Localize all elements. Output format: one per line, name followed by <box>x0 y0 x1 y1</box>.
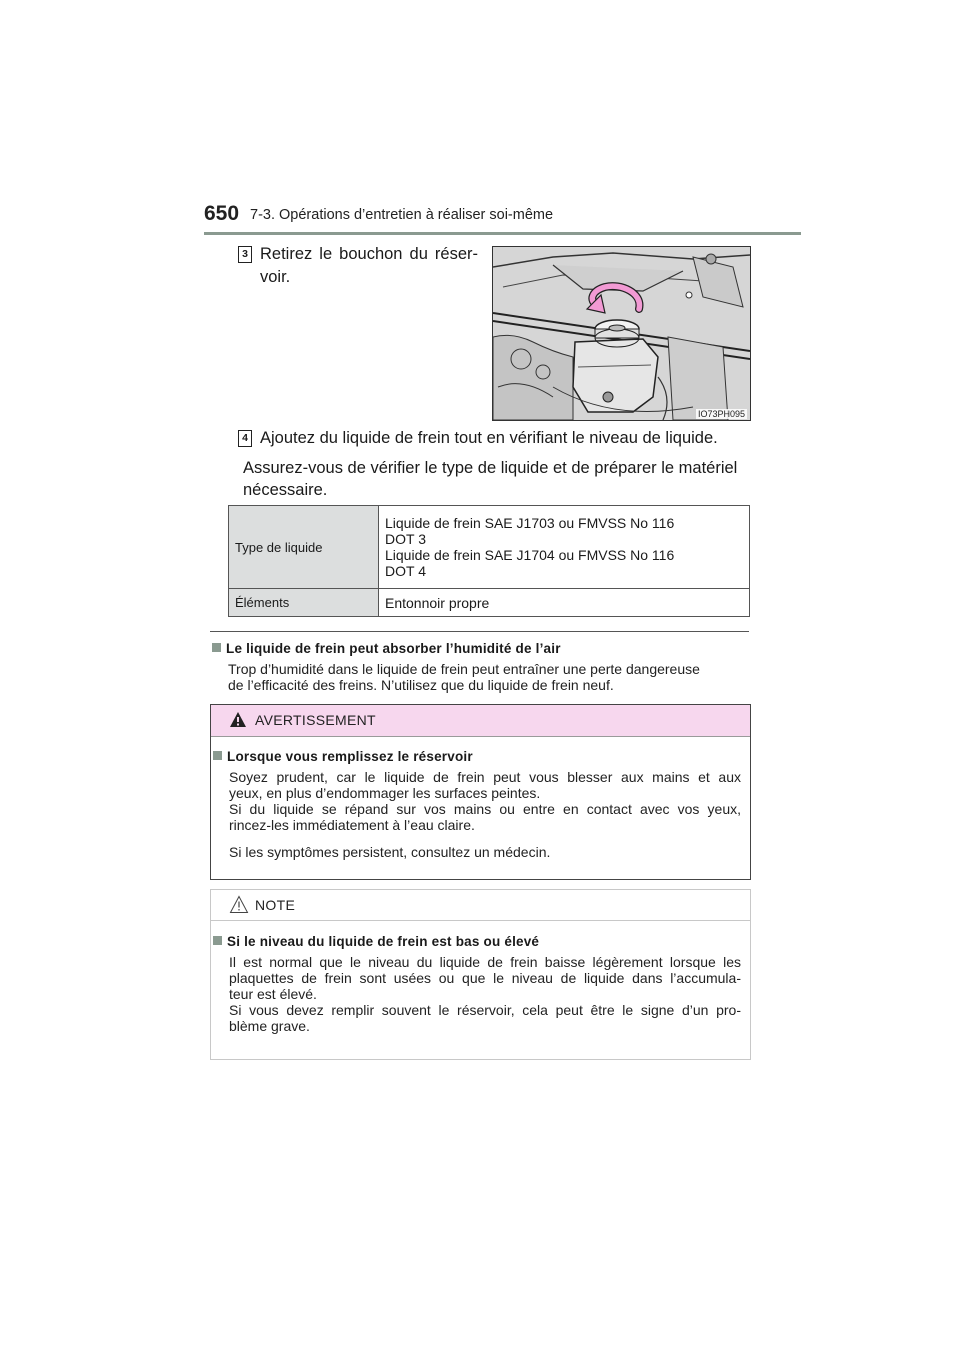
fluid-type-line1: Liquide de frein SAE J1703 ou FMVSS No 116 <box>385 515 675 531</box>
step-4-text: Ajoutez du liquide de frein tout en vérifiant le niveau de liquide. <box>260 429 718 447</box>
table-value-fluid-type <box>379 506 750 589</box>
info-line2: de l’efficacité des freins. N’utilisez que du liquide de frein neuf. <box>228 677 614 693</box>
table-key-items: Éléments <box>229 589 379 617</box>
note-line3: teur est élevé. <box>229 986 317 1002</box>
warning-p1-line2: yeux, en plus d’endommager les surfaces peintes. <box>229 785 541 801</box>
warning-triangle-icon <box>229 711 247 728</box>
warning-p2: Si les symptômes persistent, consultez un médecin. <box>229 844 551 860</box>
square-bullet-icon <box>212 643 221 652</box>
warning-p1-line4: rincez-les immédiatement à l’eau claire. <box>229 817 475 833</box>
step-4-badge: 4 <box>238 430 252 447</box>
square-bullet-icon <box>213 751 222 760</box>
info-line1: Trop d’humidité dans le liquide de frein peut entraîner une perte dangereuse <box>228 661 700 677</box>
warning-heading-text: Lorsque vous remplissez le réservoir <box>227 749 473 764</box>
fluid-type-line4: DOT 4 <box>385 563 426 579</box>
section-divider <box>210 631 749 632</box>
page-number: 650 <box>204 202 240 225</box>
warning-header <box>211 705 750 737</box>
note-box <box>210 889 751 1060</box>
warning-heading <box>213 749 473 764</box>
note-heading <box>213 934 539 949</box>
brake-fluid-spec-table <box>228 505 750 617</box>
warning-title: AVERTISSEMENT <box>255 712 376 728</box>
step-3-badge: 3 <box>238 246 252 263</box>
engine-bay-drawing <box>493 247 750 420</box>
table-row <box>229 506 750 589</box>
step-3-text-line1: Retirez le bouchon du réser- <box>260 245 478 263</box>
table-row <box>229 589 750 617</box>
table-key-fluid-type: Type de liquide <box>229 506 379 589</box>
note-title: NOTE <box>255 897 296 913</box>
note-line1: Il est normal que le niveau du liquide de frein baisse légèrement lorsque les <box>229 954 741 970</box>
note-heading-text: Si le niveau du liquide de frein est bas ou élevé <box>227 934 540 949</box>
note-line2: plaquettes de frein sont usées ou que le niveau de liquide dans l’accumula- <box>229 970 741 986</box>
figure-code: IO73PH095 <box>697 409 745 419</box>
note-line4: Si vous devez remplir souvent le réservoir, cela peut être le signe d’un pro- <box>229 1002 741 1018</box>
info-heading <box>212 641 561 656</box>
warning-box <box>210 704 751 880</box>
warning-p1-line1: Soyez prudent, car le liquide de frein peut vous blesser aux mains et aux <box>229 769 741 785</box>
info-heading-text: Le liquide de frein peut absorber l’humidité de l’air <box>226 641 561 656</box>
warning-p1-line3: Si du liquide se répand sur vos mains ou entre en contact avec vos yeux, <box>229 801 741 817</box>
note-line5: blème grave. <box>229 1018 310 1034</box>
step-3-text-line2: voir. <box>260 268 291 286</box>
brake-reservoir-illustration <box>492 246 751 421</box>
chapter-title: 7-3. Opérations d’entretien à réaliser soi-même <box>250 207 554 223</box>
step-4-note-line1: Assurez-vous de vérifier le type de liquide et de préparer le matériel <box>243 459 738 477</box>
caution-triangle-icon <box>229 895 249 914</box>
header-divider <box>204 232 801 235</box>
square-bullet-icon <box>213 936 222 945</box>
table-value-items: Entonnoir propre <box>379 589 750 617</box>
fluid-type-line3: Liquide de frein SAE J1704 ou FMVSS No 116 <box>385 547 675 563</box>
step-4-note-line2: nécessaire. <box>243 481 328 499</box>
fluid-type-line2: DOT 3 <box>385 531 426 547</box>
note-header <box>211 890 750 921</box>
